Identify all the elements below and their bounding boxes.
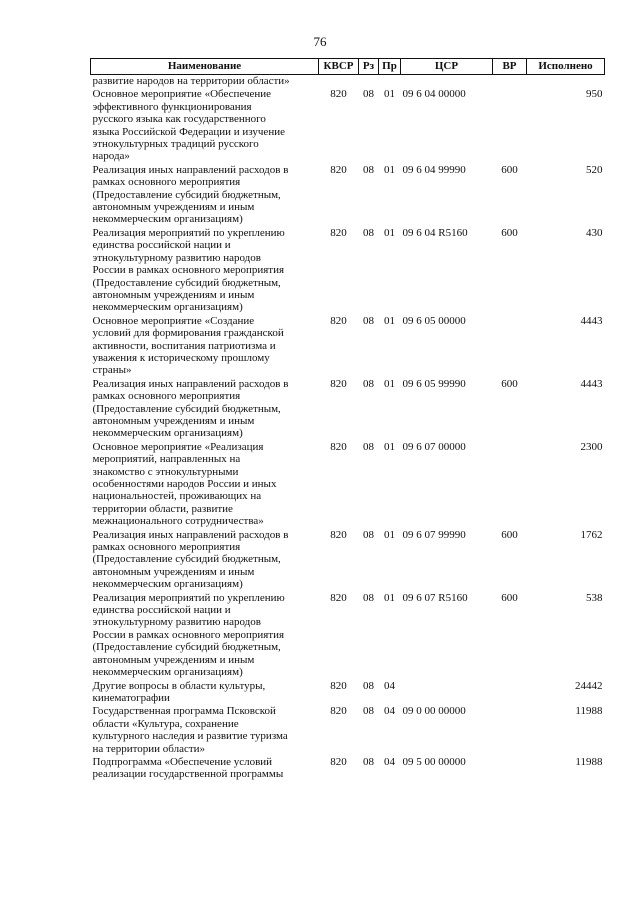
- row-rz: 08: [363, 755, 374, 768]
- table-row: [91, 227, 605, 315]
- row-rz: 08: [363, 226, 374, 239]
- row-name-line: эффективного функционирования: [92, 100, 252, 113]
- row-amount: 538: [586, 591, 603, 604]
- table-row: [91, 441, 605, 529]
- row-pr: 04: [384, 755, 395, 768]
- row-amount: 430: [586, 226, 603, 239]
- row-amount: 950: [586, 88, 603, 101]
- row-csr: 09 6 05 00000: [402, 314, 466, 327]
- row-name-line: Реализация иных направлений расходов в: [92, 377, 289, 390]
- table-row: [91, 88, 605, 163]
- row-name: [91, 680, 319, 706]
- row-name: [91, 705, 319, 756]
- row-rz: 08: [363, 528, 374, 541]
- row-vr: 600: [501, 591, 518, 604]
- row-pr: 01: [384, 528, 395, 541]
- header-csr: ЦСР: [401, 59, 493, 75]
- row-name-line: национальностей, проживающих на: [92, 490, 262, 503]
- row-name: [91, 88, 319, 163]
- row-csr: 09 6 04 99990: [402, 163, 466, 176]
- row-rz: 08: [363, 163, 374, 176]
- row-name-line: уважения к историческому прошлому: [92, 351, 270, 364]
- row-name-line: языка Российской Федерации и изучение: [92, 125, 285, 138]
- table-row: [91, 529, 605, 592]
- row-pr: 01: [384, 440, 395, 453]
- row-name: [91, 227, 319, 315]
- row-name-line: России в рамках основного мероприятия: [92, 628, 285, 641]
- row-pr: 04: [384, 679, 395, 692]
- row-name-line: на территории области»: [92, 742, 206, 755]
- row-rz: 08: [363, 705, 374, 718]
- row-name-line: этнокультурному развитию народов: [92, 251, 261, 264]
- row-name-line: (Предоставление субсидий бюджетным,: [92, 188, 281, 201]
- row-name-line: автономным учреждениям и иным: [92, 565, 255, 578]
- row-csr: 09 0 00 00000: [402, 705, 466, 718]
- row-vr: 600: [501, 377, 518, 390]
- row-name-line: территории области, развитие: [92, 502, 233, 515]
- header-vr: ВР: [493, 59, 527, 75]
- row-kvsr: 820: [330, 314, 347, 327]
- row-pr: 01: [384, 226, 395, 239]
- row-name-line: народа»: [92, 150, 130, 163]
- row-rz: 08: [363, 314, 374, 327]
- row-name-line: рамках основного мероприятия: [92, 541, 241, 554]
- continuation-row: [91, 75, 605, 89]
- row-name-line: области «Культура, сохранение: [92, 717, 239, 730]
- row-kvsr: 820: [330, 226, 347, 239]
- table-row: [91, 705, 605, 756]
- row-pr: 01: [384, 163, 395, 176]
- row-rz: 08: [363, 440, 374, 453]
- row-amount: 4443: [580, 314, 603, 327]
- row-vr: 600: [501, 226, 518, 239]
- row-name: [91, 756, 319, 782]
- row-pr: 04: [384, 705, 395, 718]
- row-name-line: Основное мероприятие «Обеспечение: [92, 88, 272, 101]
- row-kvsr: 820: [330, 679, 347, 692]
- row-name-line: России в рамках основного мероприятия: [92, 264, 285, 277]
- row-name-line: рамках основного мероприятия: [92, 176, 241, 189]
- header-kvsr: КВСР: [319, 59, 359, 75]
- row-name-line: Государственная программа Псковской: [92, 705, 276, 718]
- row-csr: 09 6 04 R5160: [402, 226, 468, 239]
- row-vr: [493, 756, 527, 782]
- page-number: 76: [313, 34, 327, 49]
- row-name-line: особенностями народов России и иных: [92, 478, 277, 490]
- table-row: [91, 680, 605, 706]
- row-amount: 24442: [575, 679, 603, 692]
- row-kvsr: 820: [330, 755, 347, 768]
- row-kvsr: 820: [330, 591, 347, 604]
- row-name-line: знакомство с этнокультурными: [92, 465, 239, 478]
- row-csr: [401, 680, 493, 706]
- row-name-line: рамках основного мероприятия: [92, 390, 241, 403]
- row-name-line: некоммерческим организациям): [92, 578, 243, 591]
- row-csr: 09 6 05 99990: [402, 377, 466, 390]
- row-rz: 08: [363, 377, 374, 390]
- row-name-line: автономным учреждениям и иным: [92, 653, 255, 666]
- row-vr: 600: [501, 163, 518, 176]
- row-name-line: межнационального сотрудничества»: [92, 515, 264, 528]
- row-kvsr: 820: [330, 440, 347, 453]
- row-vr: [493, 705, 527, 756]
- row-amount: 520: [586, 163, 603, 176]
- table-row: [91, 164, 605, 227]
- row-name-line: русского языка как государственного: [92, 113, 266, 126]
- row-csr: 09 6 07 00000: [402, 440, 466, 453]
- table-row: [91, 592, 605, 680]
- row-name-line: Другие вопросы в области культуры,: [92, 679, 266, 692]
- row-name-line: этнокультурному развитию народов: [92, 616, 261, 629]
- row-rz: 08: [363, 679, 374, 692]
- row-csr: 09 6 07 99990: [402, 528, 466, 541]
- row-name-line: некоммерческим организациям): [92, 301, 243, 314]
- row-csr: 09 6 04 00000: [402, 88, 466, 101]
- row-vr: [493, 680, 527, 706]
- row-name-line: единства российской нации и: [92, 604, 231, 617]
- row-name-line: (Предоставление субсидий бюджетным,: [92, 641, 281, 654]
- budget-table: [90, 58, 605, 782]
- row-name: [91, 529, 319, 592]
- table-header-row: [91, 59, 605, 75]
- row-name-line: (Предоставление субсидий бюджетным,: [92, 276, 281, 289]
- row-rz: 08: [363, 88, 374, 101]
- row-name-line: Реализация иных направлений расходов в: [92, 528, 289, 541]
- header-name: Наименование: [91, 59, 319, 75]
- table-row: [91, 756, 605, 782]
- row-name: [91, 441, 319, 529]
- row-pr: 01: [384, 88, 395, 101]
- table-row: [91, 315, 605, 378]
- row-kvsr: 820: [330, 377, 347, 390]
- row-name-line: мероприятий, направленных на: [92, 453, 241, 466]
- row-csr: 09 5 00 00000: [402, 755, 466, 768]
- row-vr: 600: [501, 528, 518, 541]
- row-name-line: некоммерческим организациям): [92, 213, 243, 226]
- row-name-line: культурного наследия и развитие туризма: [92, 730, 288, 743]
- row-name-line: единства российской нации и: [92, 239, 231, 252]
- row-amount: 4443: [580, 377, 603, 390]
- row-rz: 08: [363, 591, 374, 604]
- row-kvsr: 820: [330, 88, 347, 101]
- table-row: [91, 378, 605, 441]
- row-amount: 11988: [575, 755, 603, 768]
- row-name-line: активности, воспитания патриотизма и: [92, 339, 276, 352]
- row-name-line: Основное мероприятие «Реализация: [92, 440, 264, 453]
- row-name: [91, 315, 319, 378]
- row-kvsr: 820: [330, 528, 347, 541]
- row-csr: 09 6 07 R5160: [402, 591, 468, 604]
- row-name: [91, 378, 319, 441]
- row-name-line: Реализация мероприятий по укреплению: [92, 591, 285, 604]
- header-rz: Рз: [359, 59, 379, 75]
- row-vr: [493, 315, 527, 378]
- row-amount: 1762: [580, 528, 603, 541]
- row-pr: 01: [384, 314, 395, 327]
- row-name-line: автономным учреждениям и иным: [92, 201, 255, 214]
- row-kvsr: 820: [330, 163, 347, 176]
- row-name-line: (Предоставление субсидий бюджетным,: [92, 402, 281, 415]
- row-name-line: автономным учреждениям и иным: [92, 414, 255, 427]
- row-name: [91, 592, 319, 680]
- row-name-line: Реализация мероприятий по укреплению: [92, 226, 285, 239]
- header-amount: Исполнено: [527, 59, 605, 75]
- header-pr: Пр: [379, 59, 401, 75]
- row-name-line: этнокультурных традиций русского: [92, 138, 259, 151]
- row-name-line: Подпрограмма «Обеспечение условий: [92, 755, 273, 768]
- row-name-line: автономным учреждениям и иным: [92, 288, 255, 301]
- row-name-line: Основное мероприятие «Создание: [92, 314, 255, 327]
- row-name: [91, 164, 319, 227]
- row-kvsr: 820: [330, 705, 347, 718]
- row-vr: [493, 88, 527, 163]
- row-amount: 11988: [575, 705, 603, 718]
- continuation-text: развитие народов на территории области»: [92, 75, 290, 87]
- row-pr: 01: [384, 591, 395, 604]
- row-vr: [493, 441, 527, 529]
- row-name-line: (Предоставление субсидий бюджетным,: [92, 553, 281, 566]
- row-name-line: реализации государственной программы: [92, 768, 284, 781]
- row-name-line: Реализация иных направлений расходов в: [92, 163, 289, 176]
- row-name-line: кинематографии: [92, 691, 170, 704]
- row-amount: 2300: [580, 440, 603, 453]
- row-name-line: некоммерческим организациям): [92, 666, 243, 679]
- row-name-line: некоммерческим организациям): [92, 427, 243, 440]
- row-name-line: условий для формирования гражданской: [92, 327, 284, 340]
- row-pr: 01: [384, 377, 395, 390]
- row-name-line: страны»: [92, 364, 132, 377]
